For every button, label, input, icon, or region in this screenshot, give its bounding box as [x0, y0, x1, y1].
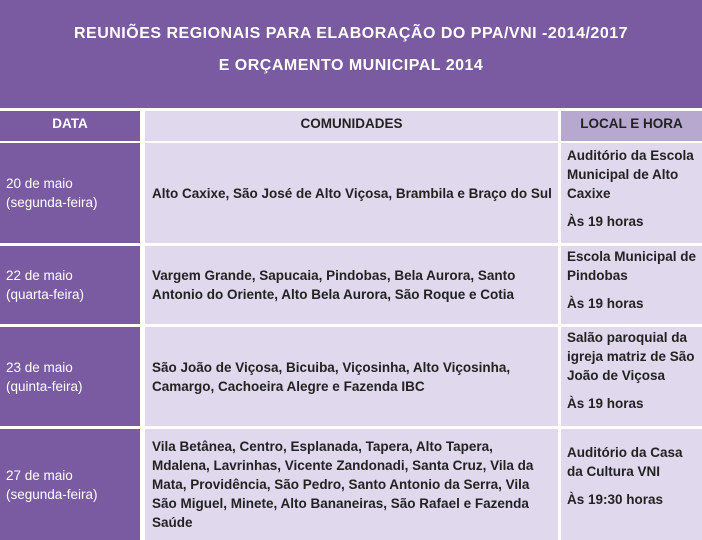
table-row-date: [0, 143, 140, 243]
weekday-label: (quinta-feira): [6, 378, 83, 394]
table-row-communities: Vila Betânea, Centro, Esplanada, Tapera, Alto Tapera, Mdalena, Lavrinhas, Vicente Zandonadi, Santa Cruz, Vila da Mata, Providência, São Pedro, Santo Antonio da Serra, Vila São Miguel, Minete, Alto Bananeiras, São Rafael e Fazenda Saúde: [145, 429, 558, 540]
date-label: 23 de maio: [6, 359, 73, 375]
header-communities: COMUNIDADES: [145, 111, 558, 141]
table-row-location: [561, 327, 702, 426]
date-label: 27 de maio: [6, 467, 73, 483]
table-row-location: [561, 143, 702, 243]
table-row-location: [561, 429, 702, 540]
header-location: LOCAL E HORA: [561, 111, 702, 141]
table-row-location: [561, 246, 702, 324]
title-line-1: REUNIÕES REGIONAIS PARA ELABORAÇÃO DO PPA/VNI -2014/2017: [73, 25, 629, 42]
title-line-2: E ORÇAMENTO MUNICIPAL 2014: [218, 57, 484, 74]
weekday-label: (segunda-feira): [6, 195, 98, 210]
table-row-communities: Vargem Grande, Sapucaia, Pindobas, Bela Aurora, Santo Antonio do Oriente, Alto Bela Aurora, São Roque e Cotia: [145, 246, 558, 324]
weekday-label: (quarta-feira): [6, 287, 85, 302]
table-row-date: [0, 429, 140, 540]
table-row-communities: São João de Viçosa, Bicuiba, Viçosinha, Alto Viçosinha, Camargo, Cachoeira Alegre e Fazenda IBC: [145, 327, 558, 426]
date-label: 22 de maio: [6, 268, 73, 283]
header-date: DATA: [0, 111, 140, 141]
location-label: Auditório da Escola Municipal de Alto Caxixe: [567, 148, 694, 201]
date-label: 20 de maio: [6, 176, 73, 191]
time-label: Às 19:30 horas: [567, 492, 664, 507]
table-row-communities: Alto Caxixe, São José de Alto Viçosa, Brambila e Braço do Sul: [145, 143, 558, 243]
document-title: [0, 0, 702, 108]
time-label: Às 19 horas: [567, 396, 644, 411]
table-row-date: [0, 246, 140, 324]
time-label: Às 19 horas: [567, 214, 644, 229]
table-row-date: [0, 327, 140, 426]
time-label: Às 19 horas: [567, 296, 644, 311]
location-label: Auditório da Casa da Cultura VNI: [567, 445, 683, 479]
weekday-label: (segunda-feira): [6, 486, 98, 502]
location-label: Salão paroquial da igreja matriz de São João de Viçosa: [567, 330, 695, 383]
location-label: Escola Municipal de Pindobas: [567, 249, 697, 283]
